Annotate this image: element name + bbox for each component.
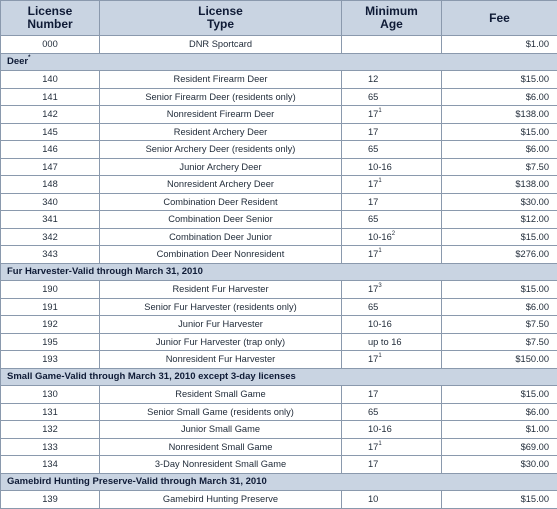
section-header-row — [1, 263, 557, 281]
minimum-age-cell — [342, 211, 442, 229]
table-header — [1, 1, 557, 36]
table-row — [1, 106, 557, 124]
fee-cell: $6.00 — [442, 141, 557, 159]
minimum-age-cell — [342, 123, 442, 141]
license-number-cell: 145 — [1, 123, 100, 141]
license-number-cell: 134 — [1, 456, 100, 474]
license-number-cell: 140 — [1, 71, 100, 89]
license-type-cell: DNR Sportcard — [100, 36, 342, 54]
header-license-number — [1, 1, 100, 36]
minimum-age-cell — [342, 246, 442, 264]
header-fee — [442, 1, 557, 36]
license-number-cell: 191 — [1, 298, 100, 316]
minimum-age-cell — [342, 106, 442, 124]
header-license-number-line1: License — [28, 4, 73, 18]
table-row — [1, 316, 557, 334]
section-title — [1, 53, 557, 71]
table-row — [1, 246, 557, 264]
license-number-cell: 342 — [1, 228, 100, 246]
table-row — [1, 298, 557, 316]
minimum-age-value: 10-16 — [368, 319, 392, 329]
table-row — [1, 141, 557, 159]
license-number-cell: 130 — [1, 386, 100, 404]
license-number-cell: 000 — [1, 36, 100, 54]
minimum-age-value: 17 — [368, 354, 378, 364]
header-license-type-line2: Type — [207, 17, 234, 31]
age-footnote-mark: 1 — [378, 178, 381, 184]
table-row — [1, 193, 557, 211]
minimum-age-cell — [342, 71, 442, 89]
header-minimum-age — [342, 1, 442, 36]
age-footnote-mark: 1 — [378, 353, 381, 359]
table-row — [1, 228, 557, 246]
license-number-cell: 192 — [1, 316, 100, 334]
minimum-age-value: 17 — [368, 179, 378, 189]
minimum-age-value: 17 — [368, 197, 378, 207]
fee-cell: $30.00 — [442, 193, 557, 211]
license-type-cell: Nonresident Small Game — [100, 438, 342, 456]
fee-cell: $15.00 — [442, 123, 557, 141]
minimum-age-value: 10-16 — [368, 424, 392, 434]
section-title — [1, 368, 557, 386]
fee-cell: $276.00 — [442, 246, 557, 264]
section-label: Small Game-Valid through March 31, 2010 except 3-day licenses — [7, 371, 296, 382]
table-row — [1, 491, 557, 509]
minimum-age-value: 17 — [368, 109, 378, 119]
minimum-age-value: 12 — [368, 74, 378, 84]
table-row — [1, 421, 557, 439]
age-footnote-mark: 1 — [378, 441, 381, 447]
table-row — [1, 403, 557, 421]
minimum-age-cell — [342, 316, 442, 334]
minimum-age-value: 10 — [368, 494, 378, 504]
header-minimum-age-line2: Age — [380, 17, 403, 31]
license-type-cell: Combination Deer Resident — [100, 193, 342, 211]
table-row — [1, 333, 557, 351]
section-header-row — [1, 473, 557, 491]
license-type-cell: Senior Small Game (residents only) — [100, 403, 342, 421]
section-footnote-mark: * — [28, 55, 30, 61]
minimum-age-cell — [342, 228, 442, 246]
license-number-cell: 190 — [1, 281, 100, 299]
minimum-age-cell — [342, 351, 442, 369]
license-type-cell: Combination Deer Nonresident — [100, 246, 342, 264]
minimum-age-value: 65 — [368, 92, 378, 102]
license-type-cell: Combination Deer Senior — [100, 211, 342, 229]
section-header-row — [1, 53, 557, 71]
license-number-cell: 146 — [1, 141, 100, 159]
minimum-age-cell — [342, 421, 442, 439]
minimum-age-cell — [342, 158, 442, 176]
fee-cell: $7.50 — [442, 316, 557, 334]
table-row — [1, 123, 557, 141]
license-number-cell: 142 — [1, 106, 100, 124]
section-label: Deer — [7, 56, 28, 67]
license-type-cell: Junior Fur Harvester (trap only) — [100, 333, 342, 351]
minimum-age-cell — [342, 491, 442, 509]
header-license-number-line2: Number — [27, 17, 72, 31]
license-type-cell: Junior Fur Harvester — [100, 316, 342, 334]
license-type-cell: Nonresident Archery Deer — [100, 176, 342, 194]
minimum-age-value: 65 — [368, 144, 378, 154]
minimum-age-value: 17 — [368, 249, 378, 259]
fee-cell: $12.00 — [442, 211, 557, 229]
license-type-cell: Nonresident Fur Harvester — [100, 351, 342, 369]
table-row — [1, 351, 557, 369]
license-type-cell: Gamebird Hunting Preserve — [100, 491, 342, 509]
license-number-cell: 343 — [1, 246, 100, 264]
license-type-cell: Junior Small Game — [100, 421, 342, 439]
minimum-age-cell — [342, 438, 442, 456]
table-row — [1, 211, 557, 229]
license-type-cell: 3-Day Nonresident Small Game — [100, 456, 342, 474]
fee-cell: $69.00 — [442, 438, 557, 456]
minimum-age-value: 65 — [368, 302, 378, 312]
minimum-age-cell — [342, 298, 442, 316]
minimum-age-cell — [342, 88, 442, 106]
license-number-cell: 340 — [1, 193, 100, 211]
minimum-age-value: 17 — [368, 389, 378, 399]
minimum-age-cell — [342, 176, 442, 194]
license-number-cell: 139 — [1, 491, 100, 509]
header-license-type-line1: License — [198, 4, 243, 18]
table-row — [1, 158, 557, 176]
license-number-cell: 131 — [1, 403, 100, 421]
license-type-cell: Senior Fur Harvester (residents only) — [100, 298, 342, 316]
license-number-cell: 141 — [1, 88, 100, 106]
table-row — [1, 438, 557, 456]
section-label: Gamebird Hunting Preserve-Valid through March 31, 2010 — [7, 476, 267, 487]
fee-cell: $7.50 — [442, 333, 557, 351]
section-label: Fur Harvester-Valid through March 31, 2010 — [7, 266, 203, 277]
license-number-cell: 147 — [1, 158, 100, 176]
license-type-cell: Senior Firearm Deer (residents only) — [100, 88, 342, 106]
table-row — [1, 71, 557, 89]
age-footnote-mark: 1 — [378, 108, 381, 114]
minimum-age-cell — [342, 281, 442, 299]
fee-cell: $1.00 — [442, 421, 557, 439]
fee-cell: $138.00 — [442, 176, 557, 194]
minimum-age-value: 17 — [368, 459, 378, 469]
license-number-cell: 148 — [1, 176, 100, 194]
table-row — [1, 281, 557, 299]
minimum-age-value: 17 — [368, 127, 378, 137]
license-number-cell: 133 — [1, 438, 100, 456]
age-footnote-mark: 3 — [378, 283, 381, 289]
section-title — [1, 263, 557, 281]
fee-cell: $15.00 — [442, 281, 557, 299]
header-fee-label: Fee — [489, 11, 510, 25]
license-type-cell: Combination Deer Junior — [100, 228, 342, 246]
license-number-cell: 132 — [1, 421, 100, 439]
license-number-cell: 193 — [1, 351, 100, 369]
minimum-age-cell — [342, 333, 442, 351]
fee-cell: $6.00 — [442, 403, 557, 421]
minimum-age-cell — [342, 456, 442, 474]
age-footnote-mark: 1 — [378, 248, 381, 254]
license-type-cell: Resident Archery Deer — [100, 123, 342, 141]
section-title — [1, 473, 557, 491]
minimum-age-value: up to 16 — [368, 337, 402, 347]
minimum-age-value: 10-16 — [368, 162, 392, 172]
fee-cell: $15.00 — [442, 386, 557, 404]
fee-cell: $6.00 — [442, 298, 557, 316]
license-type-cell: Junior Archery Deer — [100, 158, 342, 176]
fee-cell: $30.00 — [442, 456, 557, 474]
table-row — [1, 88, 557, 106]
fee-cell: $6.00 — [442, 88, 557, 106]
minimum-age-cell — [342, 36, 442, 54]
section-header-row — [1, 368, 557, 386]
license-type-cell: Resident Firearm Deer — [100, 71, 342, 89]
license-type-cell: Senior Archery Deer (residents only) — [100, 141, 342, 159]
minimum-age-value: 17 — [368, 442, 378, 452]
table-body — [1, 36, 557, 509]
minimum-age-cell — [342, 386, 442, 404]
minimum-age-cell — [342, 141, 442, 159]
fee-cell: $15.00 — [442, 228, 557, 246]
fee-cell: $1.00 — [442, 36, 557, 54]
fee-cell: $15.00 — [442, 491, 557, 509]
license-type-cell: Resident Fur Harvester — [100, 281, 342, 299]
license-type-cell: Resident Small Game — [100, 386, 342, 404]
header-minimum-age-line1: Minimum — [365, 4, 418, 18]
license-type-cell: Nonresident Firearm Deer — [100, 106, 342, 124]
fee-cell: $150.00 — [442, 351, 557, 369]
fee-cell: $138.00 — [442, 106, 557, 124]
license-number-cell: 195 — [1, 333, 100, 351]
header-license-type — [100, 1, 342, 36]
minimum-age-value: 65 — [368, 214, 378, 224]
table-row — [1, 456, 557, 474]
minimum-age-cell — [342, 403, 442, 421]
minimum-age-value: 10-16 — [368, 232, 392, 242]
license-number-cell: 341 — [1, 211, 100, 229]
table-row — [1, 386, 557, 404]
minimum-age-value: 65 — [368, 407, 378, 417]
table-row — [1, 176, 557, 194]
minimum-age-cell — [342, 193, 442, 211]
fee-cell: $7.50 — [442, 158, 557, 176]
age-footnote-mark: 2 — [392, 231, 395, 237]
fee-cell: $15.00 — [442, 71, 557, 89]
minimum-age-value: 17 — [368, 284, 378, 294]
table-row — [1, 36, 557, 54]
